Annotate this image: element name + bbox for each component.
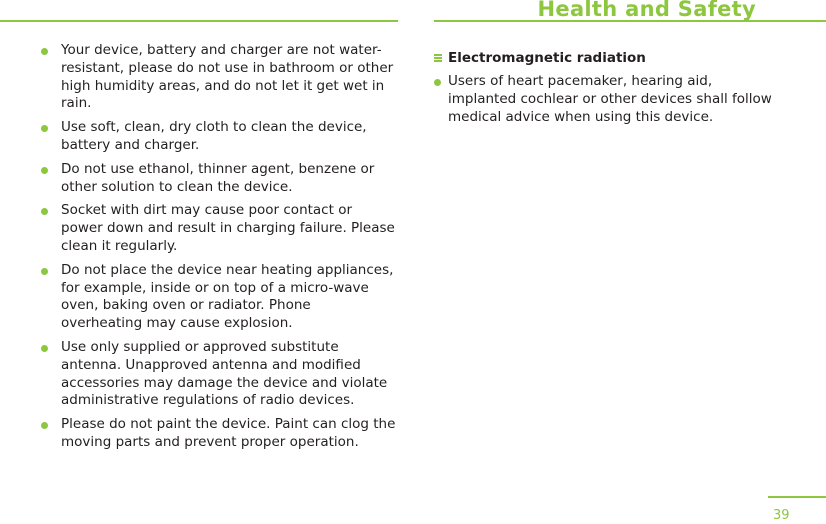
list-item-text: Users of heart pacemaker, hearing aid, implanted cochlear or other devices shall follow medical advice when using this device. [448, 73, 772, 125]
page-title: Health and Safety [537, 0, 756, 21]
bullet-icon [41, 167, 48, 174]
header-rule-gap [398, 20, 434, 22]
footer-rule [768, 496, 826, 498]
list-item [40, 262, 396, 333]
list-item-text: Do not place the device near heating appliances, for example, inside or on top of a micro-wave oven, baking oven or radiator. Phone overheating may cause explosion. [61, 261, 394, 332]
list-item-text: Please do not paint the device. Paint can clog the moving parts and prevent proper operation. [61, 416, 396, 450]
section-heading [434, 49, 784, 67]
section-marker-icon [434, 54, 442, 62]
list-item-text: Do not use ethanol, thinner agent, benzene or other solution to clean the device. [61, 160, 375, 195]
list-item [40, 161, 396, 197]
bullet-icon [41, 268, 48, 275]
list-item [40, 202, 396, 255]
list-item [434, 73, 784, 126]
bullet-icon [41, 345, 48, 352]
bullet-icon [41, 125, 48, 132]
list-item [40, 119, 396, 155]
list-item-text: Your device, battery and charger are not water-resistant, please do not use in bathroom or other high humidity areas, and do not let it get wet in rain. [61, 42, 394, 112]
list-item-text: Use soft, clean, dry cloth to clean the device, battery and charger. [61, 119, 367, 153]
bullet-icon [434, 79, 441, 86]
list-item [40, 339, 396, 410]
bullet-icon [41, 422, 48, 429]
bullet-icon [41, 208, 48, 215]
list-item [40, 416, 396, 452]
section-heading-text: Electromagnetic radiation [448, 50, 646, 66]
list-item-text: Socket with dirt may cause poor contact or power down and result in charging failure. Please clean it regularly. [61, 202, 395, 254]
bullet-icon [41, 48, 48, 55]
left-column [40, 42, 396, 458]
list-item [40, 42, 396, 113]
list-item-text: Use only supplied or approved substitute antenna. Unapproved antenna and modified accessories may damage the device and violate administrative regulations of radio devices. [61, 338, 388, 409]
right-column [434, 49, 784, 126]
page-number: 39 [773, 508, 790, 523]
